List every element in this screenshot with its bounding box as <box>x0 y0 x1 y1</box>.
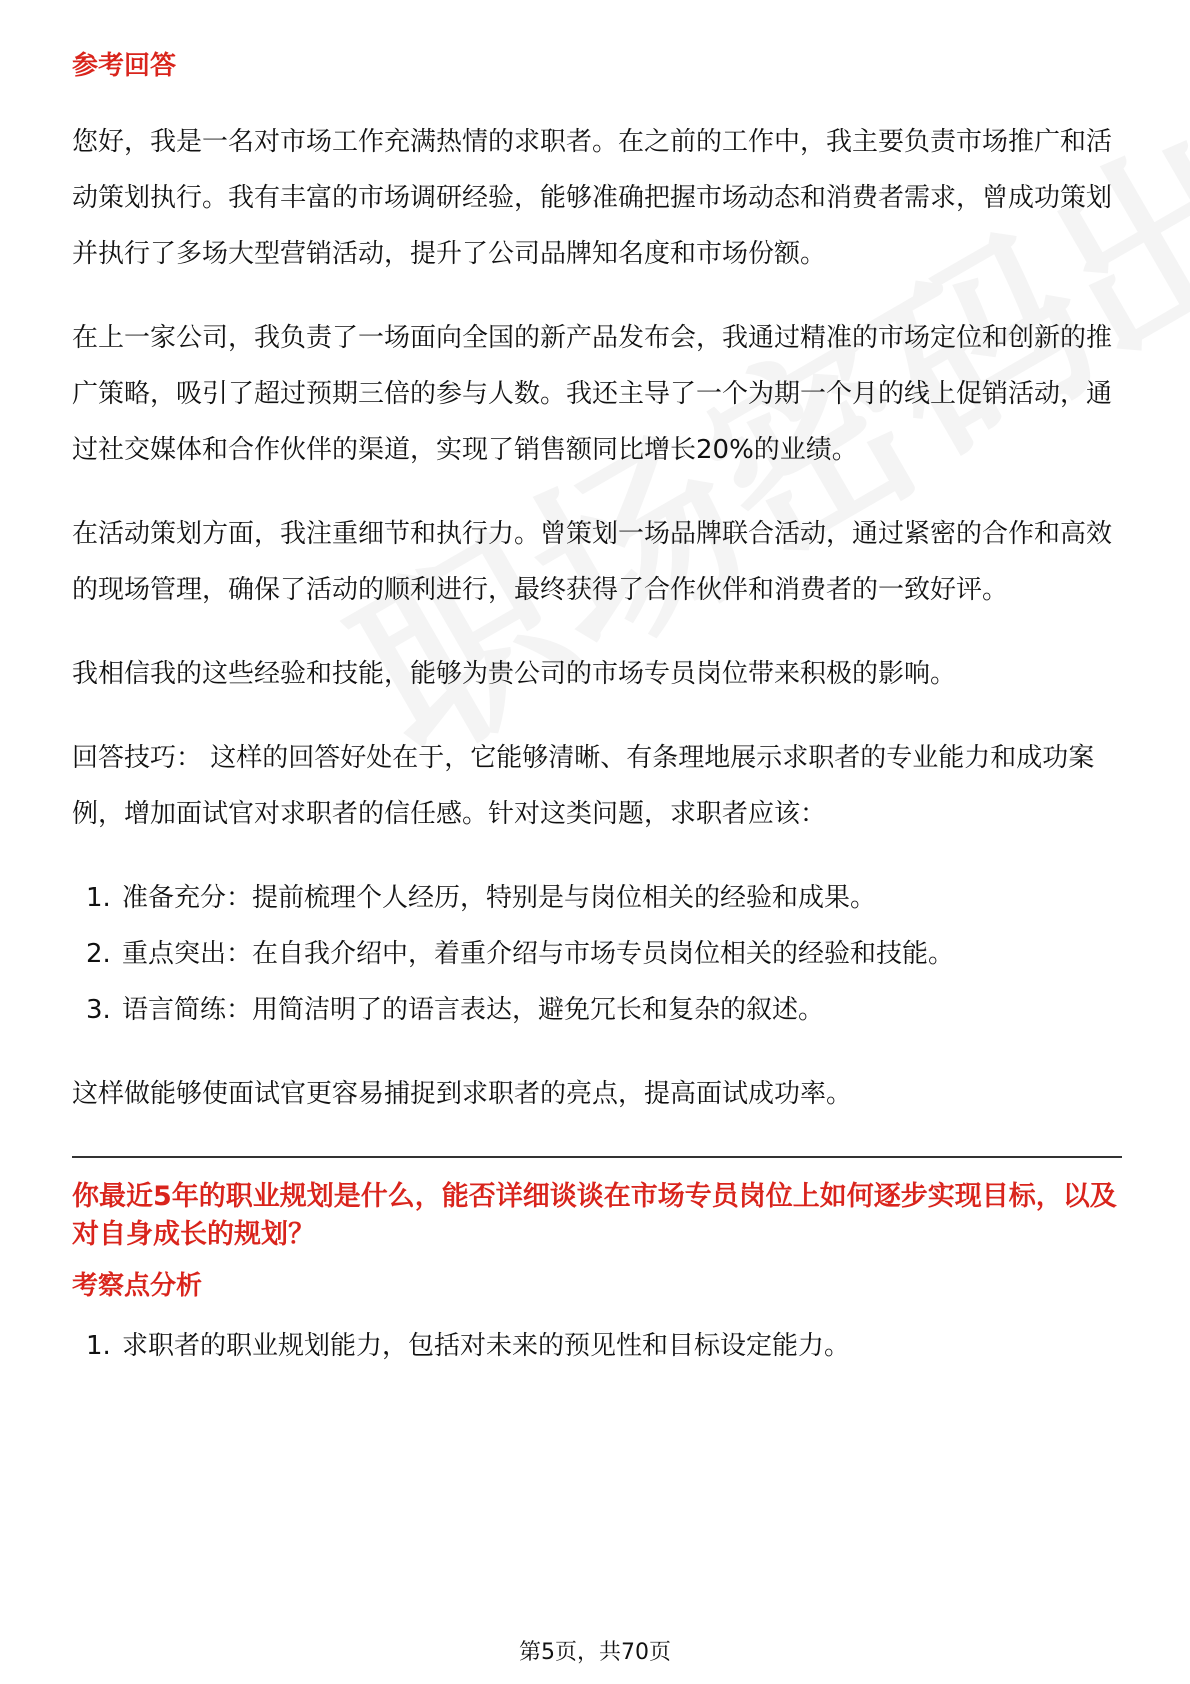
list-item <box>72 982 1122 1038</box>
analysis-heading: 考察点分析 <box>72 1271 203 1301</box>
list-text: 求职者的职业规划能力，包括对未来的预见性和目标设定能力。 <box>122 1331 851 1361</box>
page-number-footer: 第5页，共70页 <box>519 1640 671 1665</box>
question-heading: 你最近5年的职业规划是什么，能否详细谈谈在市场专员岗位上如何逐步实现目标，以及对自身成长的规划？ <box>72 1181 1117 1250</box>
list-text: 重点突出：在自我介绍中，着重介绍与市场专员岗位相关的经验和技能。 <box>122 939 955 969</box>
list-text: 准备充分：提前梳理个人经历，特别是与岗位相关的经验和成果。 <box>122 883 877 913</box>
section-divider <box>72 1156 1122 1158</box>
list-number: 3. <box>86 995 111 1025</box>
analysis-list <box>72 1318 1122 1374</box>
list-item <box>72 1318 1122 1374</box>
answer-heading: 参考回答 <box>72 51 177 81</box>
list-item <box>72 926 1122 982</box>
list-number: 1. <box>86 1331 111 1361</box>
tips-list <box>72 870 1122 1038</box>
closing-paragraph: 这样做能够使面试官更容易捕捉到求职者的亮点，提高面试成功率。 <box>72 1079 853 1109</box>
answer-paragraph: 在活动策划方面，我注重细节和执行力。曾策划一场品牌联合活动，通过紧密的合作和高效的现场管理，确保了活动的顺利进行，最终获得了合作伙伴和消费者的一致好评。 <box>72 519 1113 605</box>
page-content <box>72 46 1122 1374</box>
answer-paragraph: 在上一家公司，我负责了一场面向全国的新产品发布会，我通过精准的市场定位和创新的推广策略，吸引了超过预期三倍的参与人数。我还主导了一个为期一个月的线上促销活动，通过社交媒体和合作伙伴的渠道，实现了销售额同比增长20%的业绩。 <box>72 323 1113 465</box>
list-text: 语言简练：用简洁明了的语言表达，避免冗长和复杂的叙述。 <box>122 995 825 1025</box>
list-number: 1. <box>86 883 111 913</box>
answer-paragraph: 我相信我的这些经验和技能，能够为贵公司的市场专员岗位带来积极的影响。 <box>72 659 957 689</box>
list-item <box>72 870 1122 926</box>
tips-paragraph: 回答技巧： 这样的回答好处在于，它能够清晰、有条理地展示求职者的专业能力和成功案例，增加面试官对求职者的信任感。针对这类问题，求职者应该： <box>72 743 1095 829</box>
answer-paragraph: 您好，我是一名对市场工作充满热情的求职者。在之前的工作中，我主要负责市场推广和活动策划执行。我有丰富的市场调研经验，能够准确把握市场动态和消费者需求，曾成功策划并执行了多场大型营销活动，提升了公司品牌知名度和市场份额。 <box>72 127 1113 269</box>
list-number: 2. <box>86 939 111 969</box>
